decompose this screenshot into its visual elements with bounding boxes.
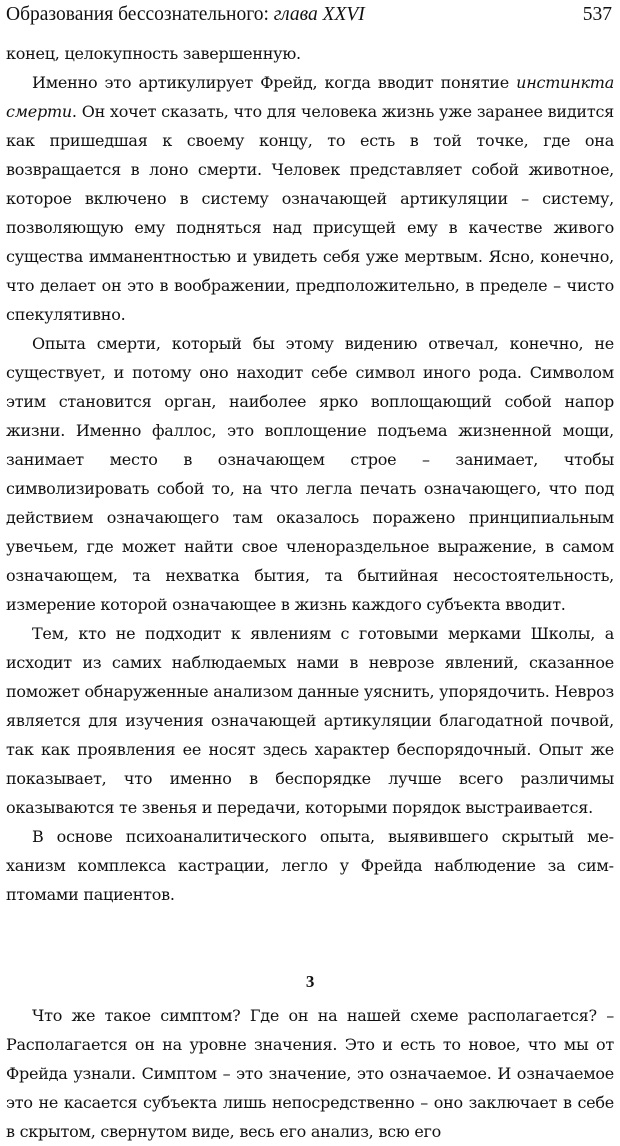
paragraph-castration: В основе психоаналитического опыта, выявившего скрытый механизм комплекса кастрации, легло у Фрейда наблюдение за симптомами пациентов. [6, 827, 614, 904]
running-head [6, 2, 612, 28]
paragraph-death-instinct [6, 68, 614, 329]
emphasized-term: инстинкта смерти [6, 73, 614, 121]
paragraph-continuation: конец, целокупность завершенную. [6, 44, 301, 63]
paragraph-phallus: Опыта смерти, который бы этому видению отвечал, конечно, не существует, и потому оно находит себе символ иного рода. Символом этим становится орган, наиболее ярко воплощающий собой напор жизни. Именно фаллос, это воплощение подъема жизненной мощи, занимает место в означающем строе – занимает, чтобы символизировать собой то, на что легла печать означающего, что под действием означающего там оказалось поражено принципиальным увечьем, где может найти свое членораздельное выражение, в самом означающем, та нехватка бытия, та бытийная несостоятельность, измерение которой означающее в жизнь каждого субъекта вводит. [6, 334, 614, 614]
section-number: 3 [305, 972, 315, 991]
paragraph-neurosis: Тем, кто не подходит к явлениям с готовыми мерками Школы, а исходит из самих наблюдаемых нами в неврозе явлений, сказанное поможет обнаруженные анализом данные уяснить, упорядочить. Невроз является для изучения означающей артикуляции благодатной почвой, так как проявления ее носят здесь характер беспорядочный. Опыт же показывает, что именно в беспорядке лучше всего различимы оказываются те звенья и передачи, которыми порядок выстраивается. [6, 624, 614, 817]
paragraph-symptom: Что же такое симптом? Где он на нашей схеме располагается? – Располагается он на уровне значения. Это и есть то новое, что мы от Фрейда узнали. Симптом – это значение, это означаемое. И означаемое это не касается субъекта лишь непосредственно – оно заключает в себе в скрытом, свернутом виде, весь его анализ, всю его [6, 1006, 614, 1141]
running-head-chapter: глава XXVI [273, 4, 365, 25]
page-number: 537 [582, 4, 612, 25]
running-head-title [6, 2, 365, 28]
body-text [6, 39, 614, 1146]
paragraph-text: Именно это артикулирует Фрейд, когда вводит понятие [32, 73, 517, 92]
paragraph-text: . Он хочет сказать, что для человека жизнь уже заранее видится как пришедшая к своему концу, то есть в той точке, где она возвращается в лоно смерти. Человек представляет собой животное, которое включено в систему означающей артикуляции – систему, позволяющую ему подняться над присущей ему в качестве живого существа имманентностью и увидеть себя уже мертвым. Ясно, конечно, что делает он это в воображении, предположительно, в пределе – чисто спекулятивно. [6, 102, 614, 324]
running-head-title-text: Образования бессознательного: [6, 4, 274, 25]
